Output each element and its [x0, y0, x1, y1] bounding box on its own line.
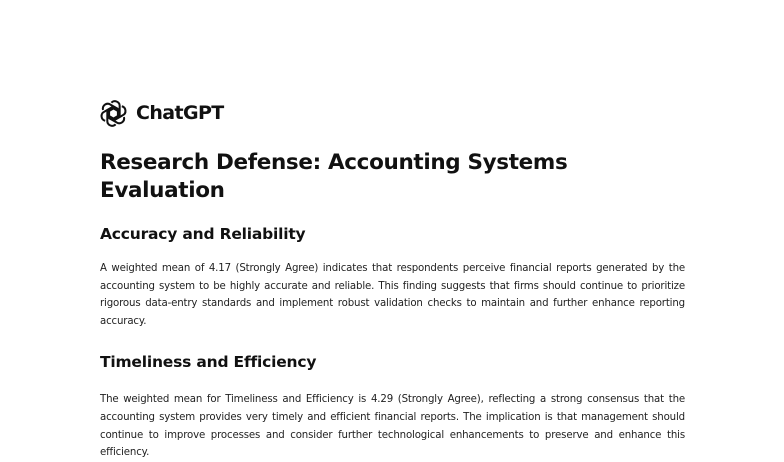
section-body-accuracy: A weighted mean of 4.17 (Strongly Agree) indicates that respondents perceive financial reports generated by the accounting system to be highly accurate and reliable. This finding suggests that firms should continue to prioritize rigorous data-entry standards and implement robust validation checks to maintain and further enhance reporting accuracy. — [100, 263, 685, 327]
section-heading-accuracy: Accuracy and Reliability — [100, 225, 306, 243]
document-page — [100, 98, 685, 462]
document-title: Research Defense: Accounting Systems Evaluation — [100, 150, 568, 203]
section-heading-timeliness: Timeliness and Efficiency — [100, 353, 317, 372]
openai-logo-icon — [100, 100, 127, 127]
section-body-timeliness: The weighted mean for Timeliness and Efficiency is 4.29 (Strongly Agree), reflecting a strong consensus that the accounting system provides very timely and efficient financial reports. The implication is that management should continue to improve processes and consider further technological enhancements to preserve and enhance this efficiency. — [100, 394, 685, 459]
brand-name: ChatGPT — [136, 102, 224, 124]
brand-header — [100, 98, 685, 128]
